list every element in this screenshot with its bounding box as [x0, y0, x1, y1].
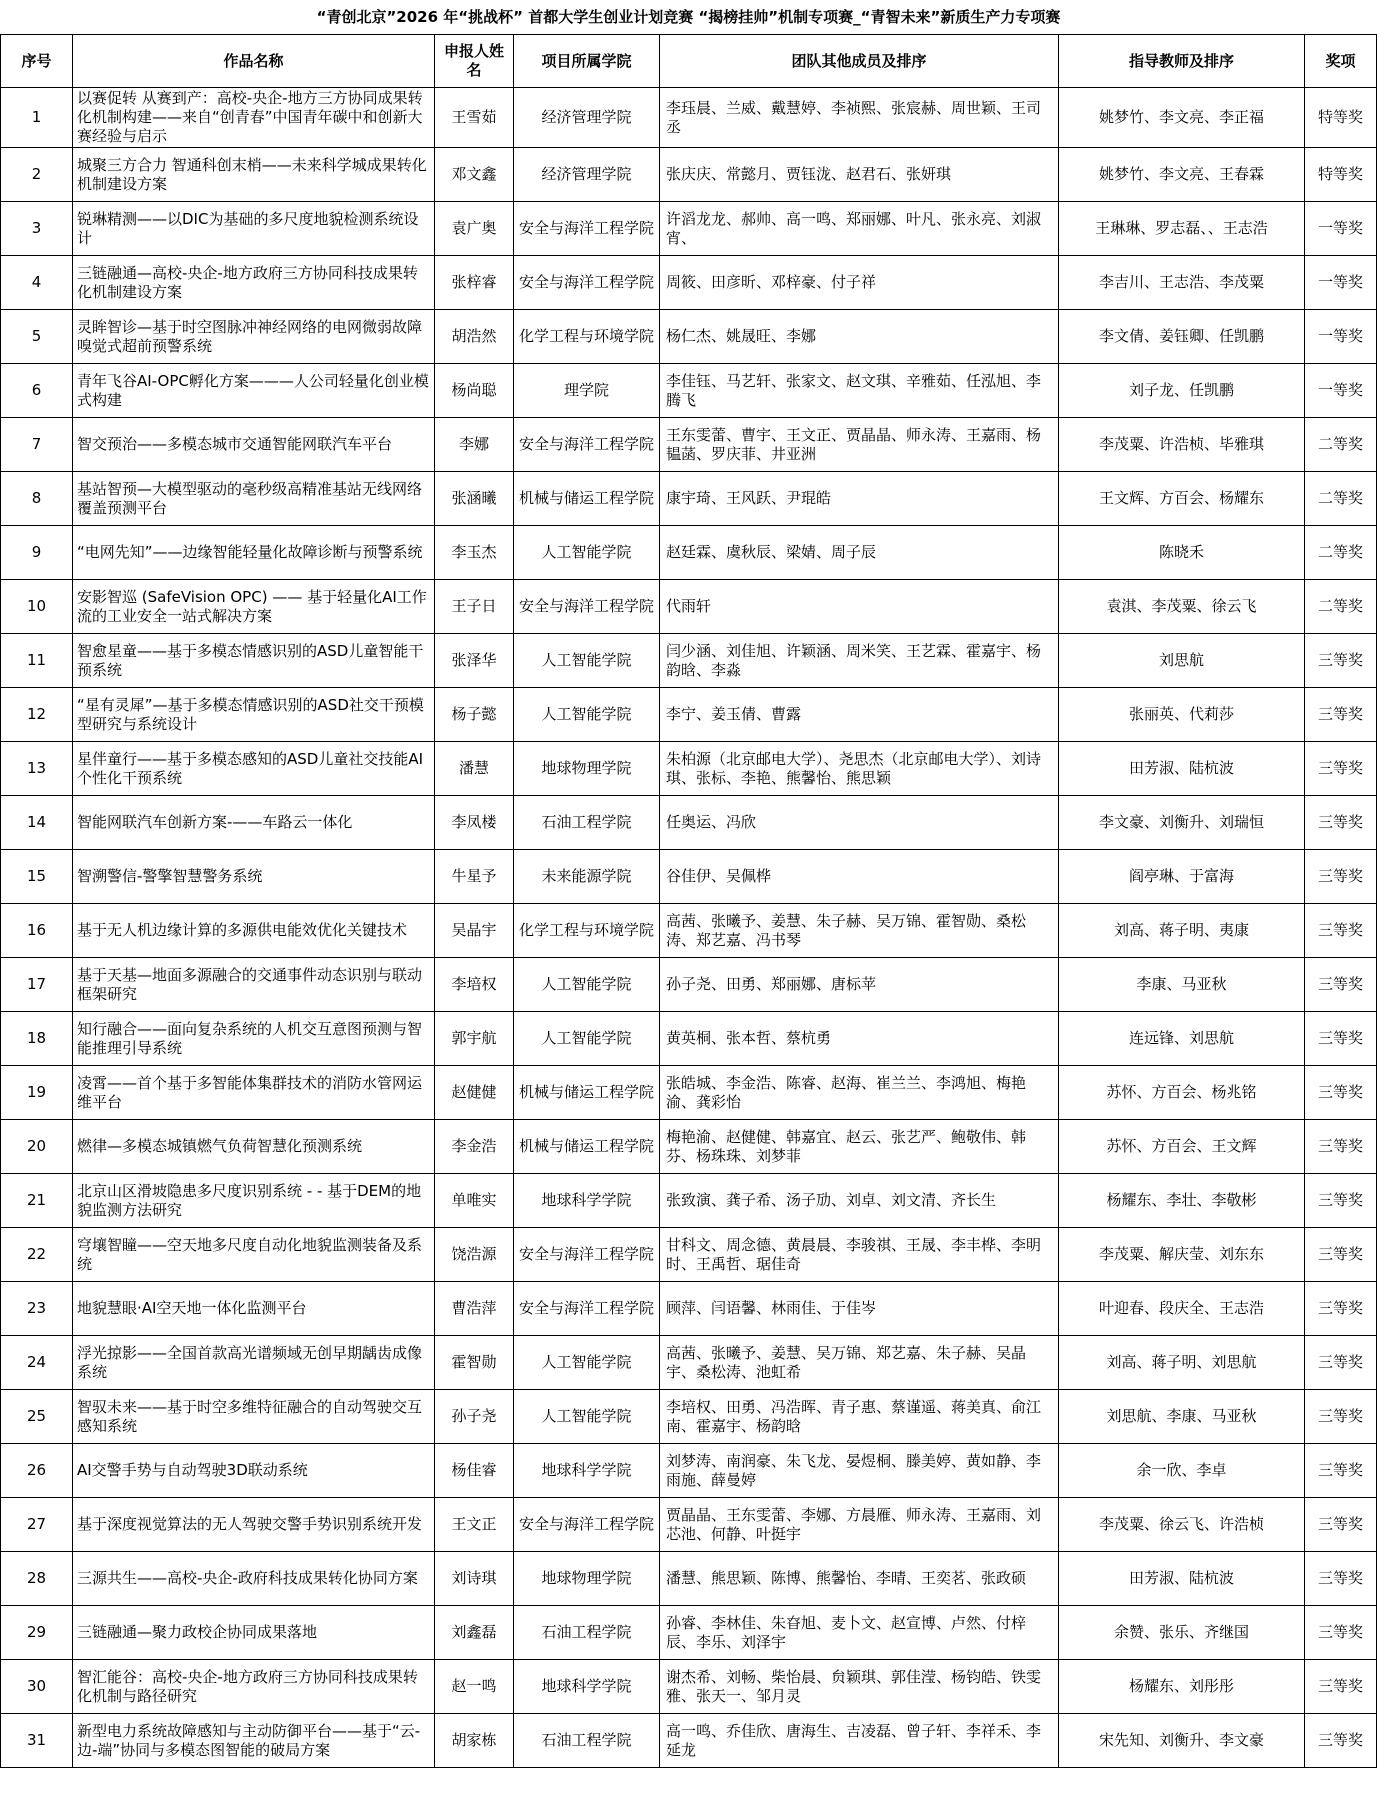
cell-work-name: 智驭未来——基于时空多维特征融合的自动驾驶交互感知系统 — [73, 1390, 435, 1444]
table-row — [1, 88, 1377, 148]
table-row — [1, 688, 1377, 742]
table-row — [1, 1012, 1377, 1066]
cell-applicant: 潘慧 — [435, 742, 514, 796]
cell-team-members: 孙睿、李林佳、朱昚旭、麦卜文、赵宣博、卢然、付梓辰、李乐、刘泽宇 — [660, 1606, 1059, 1660]
cell-advisors: 李康、马亚秋 — [1059, 958, 1305, 1012]
cell-college: 人工智能学院 — [514, 1012, 660, 1066]
cell-advisors: 李茂粟、徐云飞、许浩桢 — [1059, 1498, 1305, 1552]
cell-index: 2 — [1, 148, 73, 202]
cell-advisors: 李文倩、姜钰卿、任凯鹏 — [1059, 310, 1305, 364]
cell-advisors: 余赞、张乐、齐继国 — [1059, 1606, 1305, 1660]
cell-applicant: 李玉杰 — [435, 526, 514, 580]
cell-award: 三等奖 — [1305, 958, 1377, 1012]
cell-applicant: 曹浩萍 — [435, 1282, 514, 1336]
cell-work-name: 灵眸智诊—基于时空图脉冲神经网络的电网微弱故障嗅觉式超前预警系统 — [73, 310, 435, 364]
header-advisors: 指导教师及排序 — [1059, 35, 1305, 88]
cell-work-name: 安影智巡 (SafeVision OPC) —— 基于轻量化AI工作流的工业安全一站式解决方案 — [73, 580, 435, 634]
cell-work-name: 地貌慧眼·AI空天地一体化监测平台 — [73, 1282, 435, 1336]
cell-team-members: 甘科文、周念德、黄晨晨、李骏祺、王晟、李丰桦、李明时、王禹哲、琚佳奇 — [660, 1228, 1059, 1282]
cell-award: 三等奖 — [1305, 634, 1377, 688]
cell-college: 机械与储运工程学院 — [514, 1066, 660, 1120]
cell-index: 1 — [1, 88, 73, 148]
cell-index: 18 — [1, 1012, 73, 1066]
cell-college: 化学工程与环境学院 — [514, 310, 660, 364]
cell-college: 地球科学学院 — [514, 1444, 660, 1498]
cell-team-members: 闫少涵、刘佳旭、许颖涵、周米笑、王艺霖、霍嘉宇、杨韵晗、李淼 — [660, 634, 1059, 688]
cell-college: 地球科学学院 — [514, 1174, 660, 1228]
table-row — [1, 526, 1377, 580]
cell-advisors: 刘思航、李康、马亚秋 — [1059, 1390, 1305, 1444]
cell-work-name: 基于无人机边缘计算的多源供电能效优化关键技术 — [73, 904, 435, 958]
cell-applicant: 李娜 — [435, 418, 514, 472]
cell-award: 三等奖 — [1305, 742, 1377, 796]
cell-team-members: 张皓城、李金浩、陈睿、赵海、崔兰兰、李鸿旭、梅艳渝、龚彩怡 — [660, 1066, 1059, 1120]
cell-work-name: “星有灵犀”—基于多模态情感识别的ASD社交干预模型研究与系统设计 — [73, 688, 435, 742]
table-row — [1, 1552, 1377, 1606]
cell-advisors: 苏怀、方百会、杨兆铭 — [1059, 1066, 1305, 1120]
cell-college: 安全与海洋工程学院 — [514, 1282, 660, 1336]
cell-index: 25 — [1, 1390, 73, 1444]
awards-table — [0, 34, 1377, 1768]
cell-advisors: 李茂粟、解庆莹、刘东东 — [1059, 1228, 1305, 1282]
cell-advisors: 杨耀东、刘彤彤 — [1059, 1660, 1305, 1714]
cell-college: 人工智能学院 — [514, 1336, 660, 1390]
cell-award: 三等奖 — [1305, 1336, 1377, 1390]
cell-team-members: 高茜、张曦予、姜慧、吴万锦、郑艺嘉、朱子赫、吴晶宇、桑松涛、池虹希 — [660, 1336, 1059, 1390]
header-team-members: 团队其他成员及排序 — [660, 35, 1059, 88]
cell-team-members: 高一鸣、乔佳欣、唐海生、吉凌磊、曾子轩、李祥禾、李延龙 — [660, 1714, 1059, 1768]
cell-advisors: 余一欣、李卓 — [1059, 1444, 1305, 1498]
cell-college: 石油工程学院 — [514, 1606, 660, 1660]
cell-applicant: 杨佳睿 — [435, 1444, 514, 1498]
cell-advisors: 苏怀、方百会、王文辉 — [1059, 1120, 1305, 1174]
table-row — [1, 148, 1377, 202]
cell-award: 三等奖 — [1305, 1174, 1377, 1228]
cell-work-name: 新型电力系统故障感知与主动防御平台——基于“云-边-端”协同与多模态图智能的破局方案 — [73, 1714, 435, 1768]
cell-team-members: 周筱、田彦昕、邓梓豪、付子祥 — [660, 256, 1059, 310]
cell-award: 二等奖 — [1305, 418, 1377, 472]
cell-team-members: 孙子尧、田勇、郑丽娜、唐标苹 — [660, 958, 1059, 1012]
table-row — [1, 1282, 1377, 1336]
table-row — [1, 1660, 1377, 1714]
table-row — [1, 1714, 1377, 1768]
table-row — [1, 310, 1377, 364]
cell-index: 11 — [1, 634, 73, 688]
cell-applicant: 饶浩源 — [435, 1228, 514, 1282]
cell-applicant: 赵健健 — [435, 1066, 514, 1120]
cell-team-members: 谢杰希、刘畅、柴怡晨、贠颖琪、郭佳滢、杨钧皓、铁雯雅、张天一、邹月灵 — [660, 1660, 1059, 1714]
cell-award: 三等奖 — [1305, 688, 1377, 742]
cell-team-members: 康宇琦、王风跃、尹琨皓 — [660, 472, 1059, 526]
cell-work-name: 三链融通—高校-央企-地方政府三方协同科技成果转化机制建设方案 — [73, 256, 435, 310]
cell-advisors: 姚梦竹、李文亮、王春霖 — [1059, 148, 1305, 202]
cell-index: 19 — [1, 1066, 73, 1120]
cell-work-name: 青年飞谷AI-OPC孵化方案———人公司轻量化创业模式构建 — [73, 364, 435, 418]
cell-applicant: 王文正 — [435, 1498, 514, 1552]
cell-index: 30 — [1, 1660, 73, 1714]
table-row — [1, 958, 1377, 1012]
cell-index: 23 — [1, 1282, 73, 1336]
table-row — [1, 1228, 1377, 1282]
cell-work-name: 智交预治——多模态城市交通智能网联汽车平台 — [73, 418, 435, 472]
cell-advisors: 李文豪、刘衡升、刘瑞恒 — [1059, 796, 1305, 850]
cell-applicant: 郭宇航 — [435, 1012, 514, 1066]
cell-team-members: 李宁、姜玉倩、曹露 — [660, 688, 1059, 742]
cell-award: 三等奖 — [1305, 1714, 1377, 1768]
cell-college: 机械与储运工程学院 — [514, 1120, 660, 1174]
cell-applicant: 赵一鸣 — [435, 1660, 514, 1714]
cell-team-members: 王东雯蕾、曹宇、王文正、贾晶晶、师永涛、王嘉雨、杨韫菡、罗庆菲、井亚洲 — [660, 418, 1059, 472]
cell-award: 三等奖 — [1305, 1066, 1377, 1120]
table-header-row — [1, 35, 1377, 88]
cell-index: 8 — [1, 472, 73, 526]
cell-college: 地球物理学院 — [514, 742, 660, 796]
cell-applicant: 吴晶宇 — [435, 904, 514, 958]
cell-work-name: 智溯警信-警擎智慧警务系统 — [73, 850, 435, 904]
cell-applicant: 张泽华 — [435, 634, 514, 688]
cell-college: 人工智能学院 — [514, 688, 660, 742]
table-row — [1, 796, 1377, 850]
cell-team-members: 刘梦涛、南润豪、朱飞龙、晏煜桐、滕美婷、黄如静、李雨施、薛曼婷 — [660, 1444, 1059, 1498]
cell-team-members: 黄英桐、张本哲、蔡杭勇 — [660, 1012, 1059, 1066]
cell-college: 安全与海洋工程学院 — [514, 418, 660, 472]
cell-college: 地球科学学院 — [514, 1660, 660, 1714]
cell-applicant: 袁广奥 — [435, 202, 514, 256]
cell-award: 三等奖 — [1305, 796, 1377, 850]
cell-work-name: 三链融通—聚力政校企协同成果落地 — [73, 1606, 435, 1660]
header-index: 序号 — [1, 35, 73, 88]
cell-work-name: 三源共生——高校-央企-政府科技成果转化协同方案 — [73, 1552, 435, 1606]
cell-advisors: 叶迎春、段庆全、王志浩 — [1059, 1282, 1305, 1336]
cell-applicant: 张涵曦 — [435, 472, 514, 526]
cell-work-name: 智能网联汽车创新方案-——车路云一体化 — [73, 796, 435, 850]
cell-college: 石油工程学院 — [514, 1714, 660, 1768]
cell-work-name: 以赛促转 从赛到产：高校-央企-地方三方协同成果转化机制构建——来自“创青春”中国青年碳中和创新大赛经验与启示 — [73, 88, 435, 148]
table-row — [1, 1120, 1377, 1174]
cell-college: 经济管理学院 — [514, 148, 660, 202]
cell-applicant: 霍智勋 — [435, 1336, 514, 1390]
cell-award: 三等奖 — [1305, 1012, 1377, 1066]
table-row — [1, 1066, 1377, 1120]
cell-work-name: “电网先知”——边缘智能轻量化故障诊断与预警系统 — [73, 526, 435, 580]
table-row — [1, 634, 1377, 688]
table-row — [1, 904, 1377, 958]
cell-work-name: 星伴童行——基于多模态感知的ASD儿童社交技能AI个性化干预系统 — [73, 742, 435, 796]
cell-award: 一等奖 — [1305, 202, 1377, 256]
cell-team-members: 谷佳伊、吴佩桦 — [660, 850, 1059, 904]
cell-award: 特等奖 — [1305, 88, 1377, 148]
page-title: “青创北京”2026 年“挑战杯” 首都大学生创业计划竞赛 “揭榜挂帅”机制专项赛_“青智未来”新质生产力专项赛 — [316, 8, 1061, 26]
cell-index: 13 — [1, 742, 73, 796]
table-row — [1, 1498, 1377, 1552]
cell-team-members: 顾萍、闫语馨、林雨佳、于佳岑 — [660, 1282, 1059, 1336]
cell-applicant: 刘诗琪 — [435, 1552, 514, 1606]
cell-work-name: 燃律—多模态城镇燃气负荷智慧化预测系统 — [73, 1120, 435, 1174]
cell-award: 三等奖 — [1305, 1282, 1377, 1336]
header-award: 奖项 — [1305, 35, 1377, 88]
cell-work-name: 凌霄——首个基于多智能体集群技术的消防水管网运维平台 — [73, 1066, 435, 1120]
cell-award: 三等奖 — [1305, 1498, 1377, 1552]
header-work-name: 作品名称 — [73, 35, 435, 88]
cell-advisors: 连远锋、刘思航 — [1059, 1012, 1305, 1066]
cell-award: 一等奖 — [1305, 364, 1377, 418]
cell-award: 特等奖 — [1305, 148, 1377, 202]
cell-index: 24 — [1, 1336, 73, 1390]
cell-index: 21 — [1, 1174, 73, 1228]
cell-advisors: 王琳琳、罗志磊、、王志浩 — [1059, 202, 1305, 256]
cell-work-name: 智汇能谷：高校-央企-地方政府三方协同科技成果转化机制与路径研究 — [73, 1660, 435, 1714]
cell-college: 理学院 — [514, 364, 660, 418]
cell-index: 29 — [1, 1606, 73, 1660]
cell-index: 10 — [1, 580, 73, 634]
cell-college: 人工智能学院 — [514, 634, 660, 688]
cell-index: 17 — [1, 958, 73, 1012]
table-row — [1, 580, 1377, 634]
cell-index: 14 — [1, 796, 73, 850]
cell-award: 三等奖 — [1305, 904, 1377, 958]
cell-applicant: 单唯实 — [435, 1174, 514, 1228]
table-row — [1, 1336, 1377, 1390]
cell-award: 三等奖 — [1305, 1120, 1377, 1174]
cell-applicant: 李凤楼 — [435, 796, 514, 850]
table-body — [1, 88, 1377, 1768]
cell-award: 二等奖 — [1305, 580, 1377, 634]
cell-index: 28 — [1, 1552, 73, 1606]
cell-applicant: 王雪茹 — [435, 88, 514, 148]
cell-advisors: 阎亭琳、于富海 — [1059, 850, 1305, 904]
cell-work-name: 知行融合——面向复杂系统的人机交互意图预测与智能推理引导系统 — [73, 1012, 435, 1066]
cell-index: 31 — [1, 1714, 73, 1768]
cell-index: 20 — [1, 1120, 73, 1174]
cell-team-members: 贾晶晶、王东雯蕾、李娜、方晨雁、师永涛、王嘉雨、刘芯池、何静、叶挺宇 — [660, 1498, 1059, 1552]
cell-college: 石油工程学院 — [514, 796, 660, 850]
cell-advisors: 袁淇、李茂粟、徐云飞 — [1059, 580, 1305, 634]
cell-applicant: 牛星予 — [435, 850, 514, 904]
cell-award: 一等奖 — [1305, 310, 1377, 364]
cell-college: 未来能源学院 — [514, 850, 660, 904]
cell-applicant: 李培权 — [435, 958, 514, 1012]
cell-applicant: 邓文鑫 — [435, 148, 514, 202]
cell-applicant: 杨尚聪 — [435, 364, 514, 418]
cell-award: 二等奖 — [1305, 526, 1377, 580]
cell-college: 安全与海洋工程学院 — [514, 202, 660, 256]
cell-team-members: 朱柏源（北京邮电大学）、尧思杰（北京邮电大学）、刘诗琪、张标、李艳、熊馨怡、熊思颖 — [660, 742, 1059, 796]
cell-award: 三等奖 — [1305, 1552, 1377, 1606]
cell-index: 12 — [1, 688, 73, 742]
table-row — [1, 472, 1377, 526]
cell-team-members: 张庆庆、常懿月、贾钰泷、赵君石、张妍琪 — [660, 148, 1059, 202]
cell-advisors: 陈晓禾 — [1059, 526, 1305, 580]
cell-advisors: 李吉川、王志浩、李茂粟 — [1059, 256, 1305, 310]
cell-advisors: 田芳淑、陆杭波 — [1059, 742, 1305, 796]
cell-award: 二等奖 — [1305, 472, 1377, 526]
cell-index: 26 — [1, 1444, 73, 1498]
cell-college: 安全与海洋工程学院 — [514, 1498, 660, 1552]
cell-applicant: 刘鑫磊 — [435, 1606, 514, 1660]
table-row — [1, 1606, 1377, 1660]
cell-team-members: 梅艳渝、赵健健、韩嘉宜、赵云、张艺严、鲍敬伟、韩芬、杨珠珠、刘梦菲 — [660, 1120, 1059, 1174]
cell-work-name: 基于天基—地面多源融合的交通事件动态识别与联动框架研究 — [73, 958, 435, 1012]
cell-advisors: 宋先知、刘衡升、李文豪 — [1059, 1714, 1305, 1768]
cell-college: 机械与储运工程学院 — [514, 472, 660, 526]
cell-college: 安全与海洋工程学院 — [514, 256, 660, 310]
cell-advisors: 王文辉、方百会、杨耀东 — [1059, 472, 1305, 526]
cell-advisors: 刘高、蒋子明、夷康 — [1059, 904, 1305, 958]
cell-college: 经济管理学院 — [514, 88, 660, 148]
cell-team-members: 任奥运、冯欣 — [660, 796, 1059, 850]
cell-college: 人工智能学院 — [514, 958, 660, 1012]
cell-applicant: 胡家栋 — [435, 1714, 514, 1768]
cell-college: 化学工程与环境学院 — [514, 904, 660, 958]
cell-team-members: 潘慧、熊思颖、陈博、熊馨怡、李晴、王奕茗、张政硕 — [660, 1552, 1059, 1606]
cell-applicant: 胡浩然 — [435, 310, 514, 364]
header-applicant: 申报人姓名 — [435, 35, 514, 88]
cell-advisors: 田芳淑、陆杭波 — [1059, 1552, 1305, 1606]
cell-work-name: AI交警手势与自动驾驶3D联动系统 — [73, 1444, 435, 1498]
cell-applicant: 张梓睿 — [435, 256, 514, 310]
table-row — [1, 850, 1377, 904]
cell-work-name: 浮光掠影——全国首款高光谱频域无创早期龋齿成像系统 — [73, 1336, 435, 1390]
cell-team-members: 许滔龙龙、郝帅、高一鸣、郑丽娜、叶凡、张永亮、刘淑宵、 — [660, 202, 1059, 256]
cell-work-name: 城聚三方合力 智通科创末梢——未来科学城成果转化机制建设方案 — [73, 148, 435, 202]
cell-team-members: 李培权、田勇、冯浩晖、青子惠、蔡谨遥、蒋美真、俞江南、霍嘉宇、杨韵晗 — [660, 1390, 1059, 1444]
cell-college: 安全与海洋工程学院 — [514, 1228, 660, 1282]
cell-work-name: 锐琳精测——以DIC为基础的多尺度地貌检测系统设计 — [73, 202, 435, 256]
cell-advisors: 刘子龙、任凯鹏 — [1059, 364, 1305, 418]
cell-team-members: 李珏晨、兰威、戴慧婷、李祯熙、张宸赫、周世颖、王司丞 — [660, 88, 1059, 148]
cell-index: 7 — [1, 418, 73, 472]
cell-college: 地球物理学院 — [514, 1552, 660, 1606]
cell-team-members: 高茜、张曦予、姜慧、朱子赫、吴万锦、霍智勋、桑松涛、郑艺嘉、冯书琴 — [660, 904, 1059, 958]
cell-award: 三等奖 — [1305, 1444, 1377, 1498]
cell-work-name: 基于深度视觉算法的无人驾驶交警手势识别系统开发 — [73, 1498, 435, 1552]
table-row — [1, 1390, 1377, 1444]
cell-work-name: 北京山区滑坡隐患多尺度识别系统 - - 基于DEM的地貌监测方法研究 — [73, 1174, 435, 1228]
cell-advisors: 刘高、蒋子明、刘思航 — [1059, 1336, 1305, 1390]
table-row — [1, 202, 1377, 256]
cell-work-name: 基站智预—大模型驱动的毫秒级高精准基站无线网络覆盖预测平台 — [73, 472, 435, 526]
cell-college: 人工智能学院 — [514, 526, 660, 580]
cell-index: 5 — [1, 310, 73, 364]
cell-team-members: 代雨轩 — [660, 580, 1059, 634]
cell-applicant: 王子日 — [435, 580, 514, 634]
table-row — [1, 742, 1377, 796]
table-row — [1, 418, 1377, 472]
cell-advisors: 李茂粟、许浩桢、毕雅琪 — [1059, 418, 1305, 472]
cell-applicant: 杨子懿 — [435, 688, 514, 742]
cell-award: 三等奖 — [1305, 1228, 1377, 1282]
cell-college: 安全与海洋工程学院 — [514, 580, 660, 634]
cell-award: 一等奖 — [1305, 256, 1377, 310]
cell-advisors: 杨耀东、李壮、李敬彬 — [1059, 1174, 1305, 1228]
table-row — [1, 364, 1377, 418]
cell-index: 9 — [1, 526, 73, 580]
cell-index: 22 — [1, 1228, 73, 1282]
cell-advisors: 姚梦竹、李文亮、李正福 — [1059, 88, 1305, 148]
cell-index: 6 — [1, 364, 73, 418]
cell-award: 三等奖 — [1305, 850, 1377, 904]
cell-index: 3 — [1, 202, 73, 256]
cell-award: 三等奖 — [1305, 1660, 1377, 1714]
table-row — [1, 256, 1377, 310]
cell-work-name: 智愈星童——基于多模态情感识别的ASD儿童智能干预系统 — [73, 634, 435, 688]
cell-team-members: 李佳钰、马艺轩、张家文、赵文琪、辛雅茹、任泓旭、李腾飞 — [660, 364, 1059, 418]
cell-advisors: 刘思航 — [1059, 634, 1305, 688]
cell-team-members: 张致演、龚子希、汤子劢、刘卓、刘文清、齐长生 — [660, 1174, 1059, 1228]
cell-team-members: 赵廷霖、虞秋辰、梁婧、周子辰 — [660, 526, 1059, 580]
cell-applicant: 孙子尧 — [435, 1390, 514, 1444]
cell-index: 27 — [1, 1498, 73, 1552]
table-row — [1, 1174, 1377, 1228]
cell-team-members: 杨仁杰、姚晟旺、李娜 — [660, 310, 1059, 364]
cell-work-name: 穹壤智瞳——空天地多尺度自动化地貌监测装备及系统 — [73, 1228, 435, 1282]
cell-index: 4 — [1, 256, 73, 310]
cell-advisors: 张丽英、代莉莎 — [1059, 688, 1305, 742]
header-college: 项目所属学院 — [514, 35, 660, 88]
cell-college: 人工智能学院 — [514, 1390, 660, 1444]
cell-index: 16 — [1, 904, 73, 958]
cell-applicant: 李金浩 — [435, 1120, 514, 1174]
table-row — [1, 1444, 1377, 1498]
cell-award: 三等奖 — [1305, 1606, 1377, 1660]
cell-index: 15 — [1, 850, 73, 904]
cell-award: 三等奖 — [1305, 1390, 1377, 1444]
